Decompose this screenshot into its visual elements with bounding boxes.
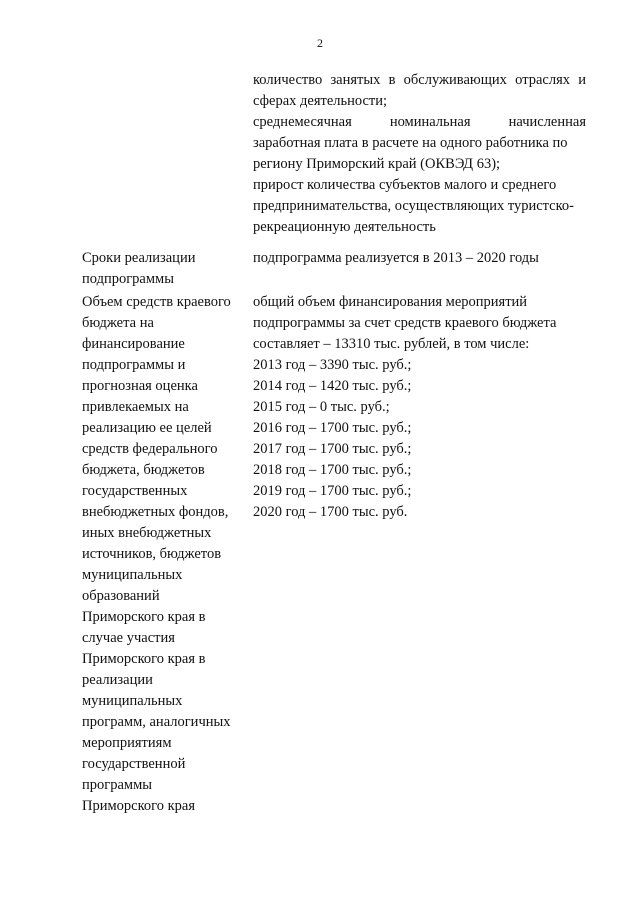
funding-years-list: [253, 355, 586, 523]
funding-year-line: 2015 год – 0 тыс. руб.;: [253, 399, 390, 415]
indicator-text: заработная плата в расчете на одного работника по: [253, 135, 568, 151]
word: количество: [253, 72, 323, 88]
terms-value-text: подпрограмма реализуется в 2013 – 2020 годы: [253, 250, 539, 266]
funding-label-line: средств федерального: [82, 441, 218, 457]
funding-label-line: реализацию ее целей: [82, 420, 212, 436]
word: в: [388, 72, 396, 88]
funding-label-line: муниципальных: [82, 693, 183, 709]
funding-label-line: программы: [82, 777, 152, 793]
funding-label-line: источников, бюджетов: [82, 546, 222, 562]
funding-intro-line: составляет – 13310 тыс. рублей, в том числе:: [253, 336, 530, 352]
word: обслуживающих: [403, 72, 507, 88]
funding-label-line: финансирование: [82, 336, 185, 352]
funding-label-line: Приморского края в: [82, 609, 206, 625]
indicator-tail: рекреационную деятельность: [253, 219, 436, 235]
page-number: 2: [317, 36, 323, 50]
funding-label-line: Объем средств краевого: [82, 294, 231, 310]
terms-label-line: подпрограммы: [82, 271, 174, 287]
terms-label-line: Сроки реализации: [82, 250, 196, 266]
word: отраслях: [515, 72, 570, 88]
indicator-smb-growth: [253, 175, 586, 238]
terms-label: [82, 248, 242, 290]
funding-year-line: 2014 год – 1420 тыс. руб.;: [253, 378, 412, 394]
terms-value: [253, 248, 586, 269]
funding-year-line: 2016 год – 1700 тыс. руб.;: [253, 420, 412, 436]
funding-value: [253, 292, 586, 523]
funding-intro-line: общий объем финансирования мероприятий: [253, 294, 528, 310]
funding-label-line: Приморского края: [82, 798, 196, 814]
funding-label-line: государственных: [82, 483, 188, 499]
funding-label-line: иных внебюджетных: [82, 525, 212, 541]
indicator-text: предпринимательства, осуществляющих туристско-: [253, 198, 575, 214]
funding-label: [82, 292, 242, 817]
indicator-tail: региону Приморский край (ОКВЭД 63);: [253, 156, 501, 172]
indicator-employment: [253, 70, 586, 112]
funding-intro-line: подпрограммы за счет средств краевого бюджета: [253, 315, 557, 331]
funding-label-line: мероприятиям: [82, 735, 172, 751]
funding-label-line: образований: [82, 588, 160, 604]
indicator-tail: сферах деятельности;: [253, 93, 388, 109]
funding-label-line: реализации: [82, 672, 153, 688]
funding-label-line: государственной: [82, 756, 186, 772]
funding-year-line: 2019 год – 1700 тыс. руб.;: [253, 483, 412, 499]
funding-label-line: бюджета, бюджетов: [82, 462, 205, 478]
indicator-line: [253, 70, 586, 91]
funding-year-line: 2013 год – 3390 тыс. руб.;: [253, 357, 412, 373]
indicator-spread-line: [253, 112, 586, 133]
spread-word: начисленная: [508, 114, 586, 130]
spread-word: номинальная: [389, 114, 471, 130]
indicator-text: прирост количества субъектов малого и среднего: [253, 177, 557, 193]
spread-word: среднемесячная: [253, 114, 352, 130]
indicators-list: [253, 70, 586, 238]
funding-label-line: подпрограммы и: [82, 357, 186, 373]
word: и: [578, 72, 586, 88]
funding-label-line: программ, аналогичных: [82, 714, 231, 730]
funding-year-line: 2020 год – 1700 тыс. руб.: [253, 504, 408, 520]
funding-label-line: внебюджетных фондов,: [82, 504, 229, 520]
funding-label-line: привлекаемых на: [82, 399, 189, 415]
funding-year-line: 2018 год – 1700 тыс. руб.;: [253, 462, 412, 478]
funding-year-line: 2017 год – 1700 тыс. руб.;: [253, 441, 412, 457]
funding-label-line: прогнозная оценка: [82, 378, 198, 394]
funding-label-line: Приморского края в: [82, 651, 206, 667]
word: занятых: [330, 72, 381, 88]
funding-label-line: случае участия: [82, 630, 175, 646]
funding-label-line: бюджета на: [82, 315, 154, 331]
funding-label-line: муниципальных: [82, 567, 183, 583]
indicator-salary: [253, 112, 586, 175]
